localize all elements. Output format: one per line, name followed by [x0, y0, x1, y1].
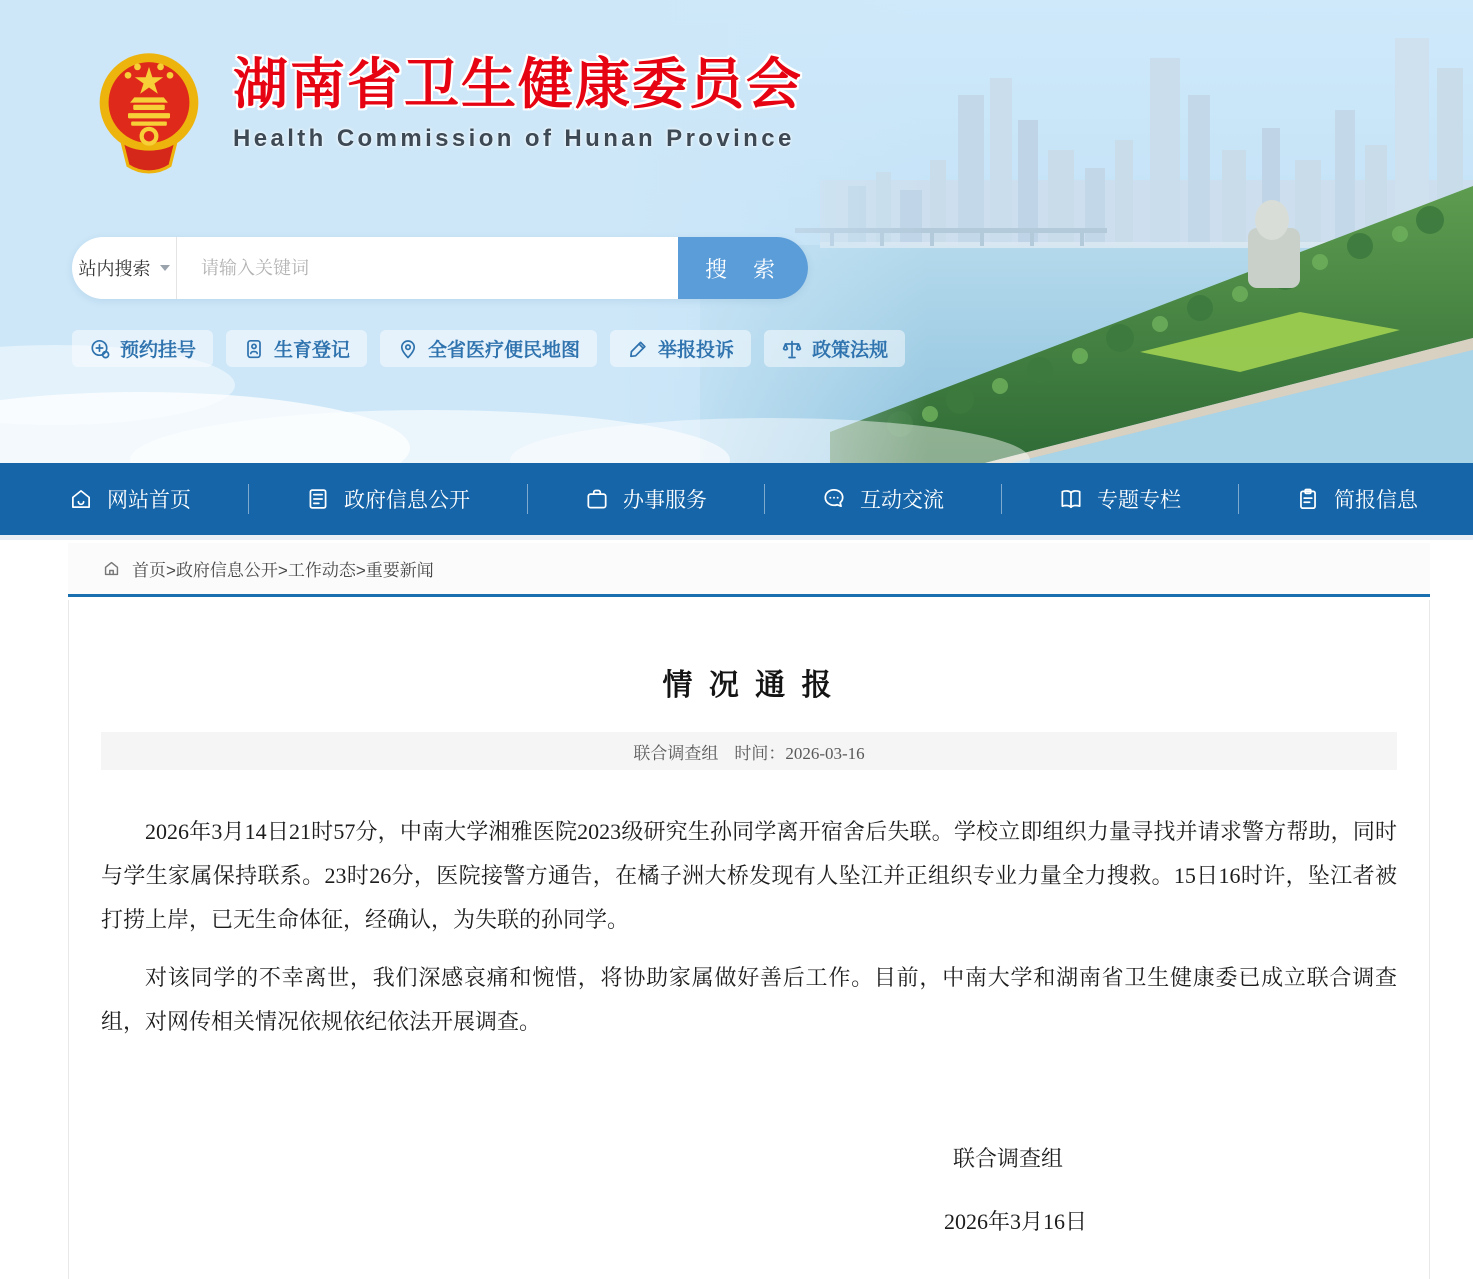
map-pin-icon	[397, 338, 419, 360]
article-paragraph: 2026年3月14日21时57分，中南大学湘雅医院2023级研究生孙同学离开宿舍后失联。学校立即组织力量寻找并请求警方帮助，同时与学生家属保持联系。23时26分，医院接警方通告，在橘子洲大桥发现有人坠江并正组织专业力量全力搜救。15日16时许，坠江者被打捞上岸，已无生命体征，经确认，为失联的孙同学。	[101, 819, 1397, 932]
nav-item-label: 政府信息公开	[344, 489, 470, 512]
document-list-icon	[305, 486, 331, 512]
quick-link-label: 预约挂号	[120, 340, 197, 361]
nav-item-special-topics[interactable]	[1058, 484, 1181, 514]
nav-item-gov-info[interactable]	[305, 484, 470, 514]
national-emblem-icon	[95, 48, 203, 174]
nav-divider	[1238, 484, 1239, 514]
scales-icon	[781, 338, 803, 360]
main-navigation	[0, 463, 1473, 535]
article-meta-bar	[101, 732, 1397, 770]
nav-item-label: 互动交流	[860, 489, 944, 512]
article-body	[101, 810, 1397, 1044]
article-date: 2026-03-16	[785, 743, 865, 763]
nav-divider	[1001, 484, 1002, 514]
article-signature	[101, 1142, 1397, 1236]
article-paragraph: 对该同学的不幸离世，我们深感哀痛和惋惜，将协助家属做好善后工作。目前，中南大学和湖南省卫生健康委已成立联合调查组，对网传相关情况依规依纪依法开展调查。	[101, 965, 1397, 1034]
quick-link-appointment[interactable]	[72, 330, 213, 367]
site-subtitle-en: Health Commission of Hunan Province	[233, 125, 795, 152]
nav-item-bulletin[interactable]	[1295, 484, 1418, 514]
nav-item-label: 网站首页	[107, 489, 191, 512]
chat-bubble-icon	[821, 486, 847, 512]
quick-link-birth-registration[interactable]	[226, 330, 367, 367]
site-header	[0, 0, 1473, 463]
nav-divider	[764, 484, 765, 514]
home-icon	[102, 559, 121, 578]
birth-registration-icon	[243, 338, 265, 360]
article-time	[734, 739, 864, 764]
signature-name: 联合调查组	[952, 1146, 1063, 1171]
site-search-bar	[72, 237, 808, 299]
nav-item-label: 简报信息	[1334, 489, 1418, 512]
breadcrumb-path[interactable]: 首页>政府信息公开>工作动态>重要新闻	[132, 561, 434, 580]
nav-item-label: 办事服务	[623, 489, 707, 512]
nav-divider	[527, 484, 528, 514]
nav-item-label: 专题专栏	[1097, 489, 1181, 512]
nav-item-interaction[interactable]	[821, 484, 944, 514]
search-scope-label: 站内搜索	[78, 259, 151, 279]
quick-link-label: 生育登记	[274, 340, 351, 361]
chevron-down-icon	[160, 265, 170, 271]
breadcrumb	[68, 543, 1430, 597]
signature-date: 2026年3月16日	[943, 1209, 1087, 1234]
briefcase-icon	[584, 486, 610, 512]
nav-item-home[interactable]	[68, 484, 191, 514]
nav-divider	[248, 484, 249, 514]
search-input[interactable]	[177, 237, 678, 299]
quick-link-report-complaint[interactable]	[610, 330, 751, 367]
search-button[interactable]: 搜 索	[678, 237, 808, 299]
article-source: 联合调查组	[633, 743, 719, 763]
nav-item-services[interactable]	[584, 484, 707, 514]
clipboard-icon	[1295, 486, 1321, 512]
quick-link-label: 全省医疗便民地图	[428, 340, 581, 361]
nav-bottom-strip	[0, 535, 1473, 540]
search-scope-dropdown[interactable]	[72, 237, 177, 299]
article-time-label: 时间：	[734, 743, 786, 763]
quick-link-policy[interactable]	[764, 330, 905, 367]
appointment-icon	[89, 338, 111, 360]
quick-link-medical-map[interactable]	[380, 330, 597, 367]
home-icon	[68, 486, 94, 512]
quick-link-label: 政策法规	[812, 340, 889, 361]
article-content	[68, 600, 1430, 1279]
site-logo	[95, 48, 803, 174]
article-title: 情 况 通 报	[662, 669, 836, 702]
quick-links-row	[72, 330, 905, 367]
quick-link-label: 举报投诉	[658, 340, 735, 361]
site-title: 湖南省卫生健康委员会	[233, 53, 804, 115]
report-pen-icon	[627, 338, 649, 360]
open-book-icon	[1058, 486, 1084, 512]
